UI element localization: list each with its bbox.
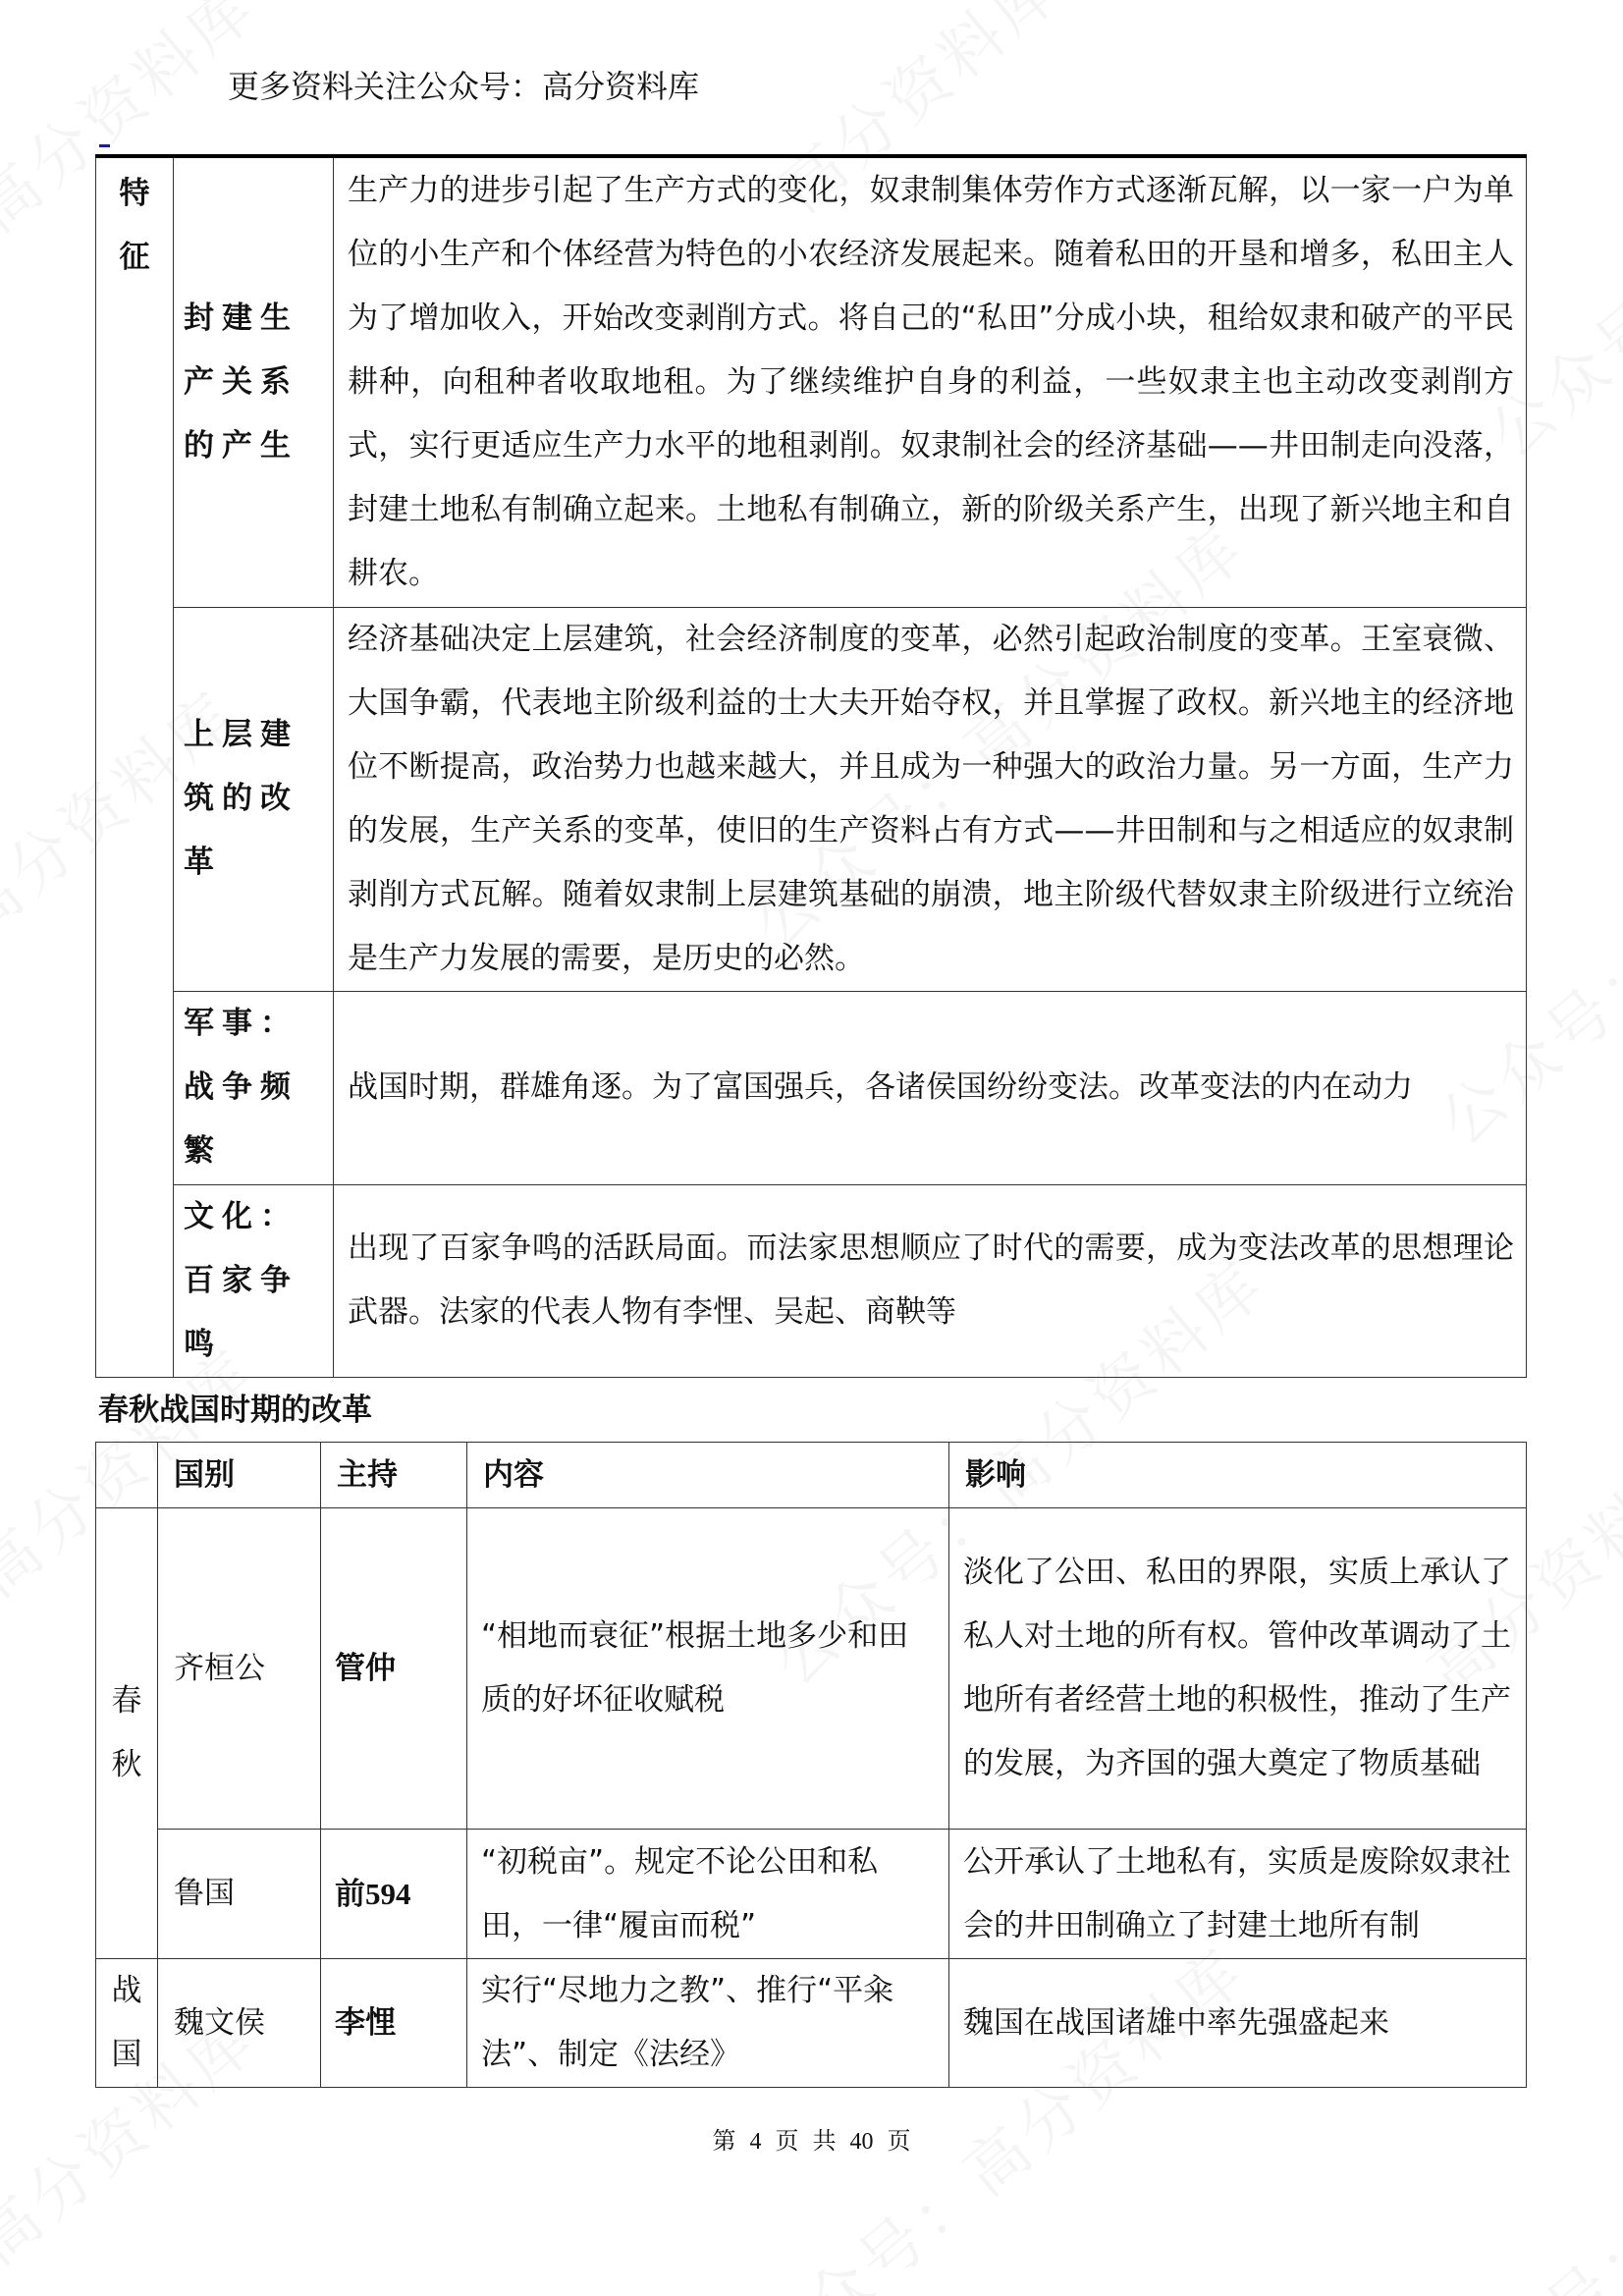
row-label: 封建生产关系的产生	[174, 156, 334, 607]
features-table	[95, 154, 1527, 1378]
table-row	[96, 607, 1527, 991]
impact-cell: 公开承认了土地私有，实质是废除奴隶社会的井田制确立了封建土地所有制	[949, 1830, 1527, 1959]
header-cell: 主持	[321, 1443, 467, 1508]
leader-cell: 管仲	[321, 1508, 467, 1830]
table-row	[96, 1830, 1527, 1959]
leader-cell	[321, 1830, 467, 1959]
section-title: 春秋战国时期的改革	[98, 1393, 372, 1428]
header-cell	[96, 1443, 158, 1508]
era-char: 秋	[111, 1747, 142, 1782]
table-row	[96, 1508, 1527, 1830]
header-note: 更多资料关注公众号：高分资料库	[228, 68, 700, 105]
era-cell	[96, 1508, 158, 1959]
state-cell: 鲁国	[158, 1830, 321, 1959]
table-header-row	[96, 1443, 1527, 1508]
row-label: 军事：战争频繁	[174, 991, 334, 1184]
era-char: 春	[111, 1683, 142, 1719]
category-char: 征	[119, 240, 150, 275]
table-row	[96, 991, 1527, 1184]
era-cell	[96, 1959, 158, 2088]
page-number: 第 4 页 共 40 页	[712, 2129, 911, 2155]
leader-cell: 李悝	[321, 1959, 467, 2088]
leader-prefix: 前	[335, 1876, 365, 1912]
header-cell: 影响	[949, 1443, 1527, 1508]
reforms-table	[95, 1442, 1527, 2088]
table-row	[96, 1184, 1527, 1377]
row-body: 战国时期，群雄角逐。为了富国强兵，各诸侯国纷纷变法。改革变法的内在动力	[334, 991, 1527, 1184]
era-char: 战	[111, 1973, 142, 2008]
state-cell: 齐桓公	[158, 1508, 321, 1830]
header-cell: 国别	[158, 1443, 321, 1508]
content-cell: “初税亩”。规定不论公田和私田，一律“履亩而税”	[467, 1830, 949, 1959]
table-row	[96, 1959, 1527, 2088]
table-row	[96, 156, 1527, 607]
impact-cell: 魏国在战国诸雄中率先强盛起来	[949, 1959, 1527, 2088]
era-char: 国	[111, 2037, 142, 2072]
row-label: 文化：百家争鸣	[174, 1184, 334, 1377]
category-char: 特	[119, 176, 150, 211]
row-body: 出现了百家争鸣的活跃局面。而法家思想顺应了时代的需要，成为变法改革的思想理论武器。法家的代表人物有李悝、吴起、商鞅等	[334, 1184, 1527, 1377]
state-cell: 魏文侯	[158, 1959, 321, 2088]
row-body: 经济基础决定上层建筑，社会经济制度的变革，必然引起政治制度的变革。王室衰微、大国争霸，代表地主阶级利益的士大夫开始夺权，并且掌握了政权。新兴地主的经济地位不断提高，政治势力也越来越大，并且成为一种强大的政治力量。另一方面，生产力的发展，生产关系的变革，使旧的生产资料占有方式——井田制和与之相适应的奴隶制剥削方式瓦解。随着奴隶制上层建筑基础的崩溃，地主阶级代替奴隶主阶级进行立统治是生产力发展的需要，是历史的必然。	[334, 607, 1527, 991]
link-marker[interactable]	[99, 144, 110, 147]
impact-cell: 淡化了公田、私田的界限，实质上承认了私人对土地的所有权。管仲改革调动了土地所有者经营土地的积极性，推动了生产的发展，为齐国的强大奠定了物质基础	[949, 1508, 1527, 1830]
row-body: 生产力的进步引起了生产方式的变化，奴隶制集体劳作方式逐渐瓦解，以一家一户为单位的小生产和个体经营为特色的小农经济发展起来。随着私田的开垦和增多，私田主人为了增加收入，开始改变剥削方式。将自己的“私田”分成小块，租给奴隶和破产的平民耕种，向租种者收取地租。为了继续维护自身的利益，一些奴隶主也主动改变剥削方式，实行更适应生产力水平的地租剥削。奴隶制社会的经济基础——井田制走向没落，封建土地私有制确立起来。土地私有制确立，新的阶级关系产生，出现了新兴地主和自耕农。	[334, 156, 1527, 607]
header-cell: 内容	[467, 1443, 949, 1508]
row-label: 上层建筑的改革	[174, 607, 334, 991]
content-cell: “相地而衰征”根据土地多少和田质的好坏征收赋税	[467, 1508, 949, 1830]
leader-year: 594	[365, 1876, 411, 1911]
content-cell: 实行“尽地力之教”、推行“平籴法”、制定《法经》	[467, 1959, 949, 2088]
category-cell	[96, 156, 174, 1377]
